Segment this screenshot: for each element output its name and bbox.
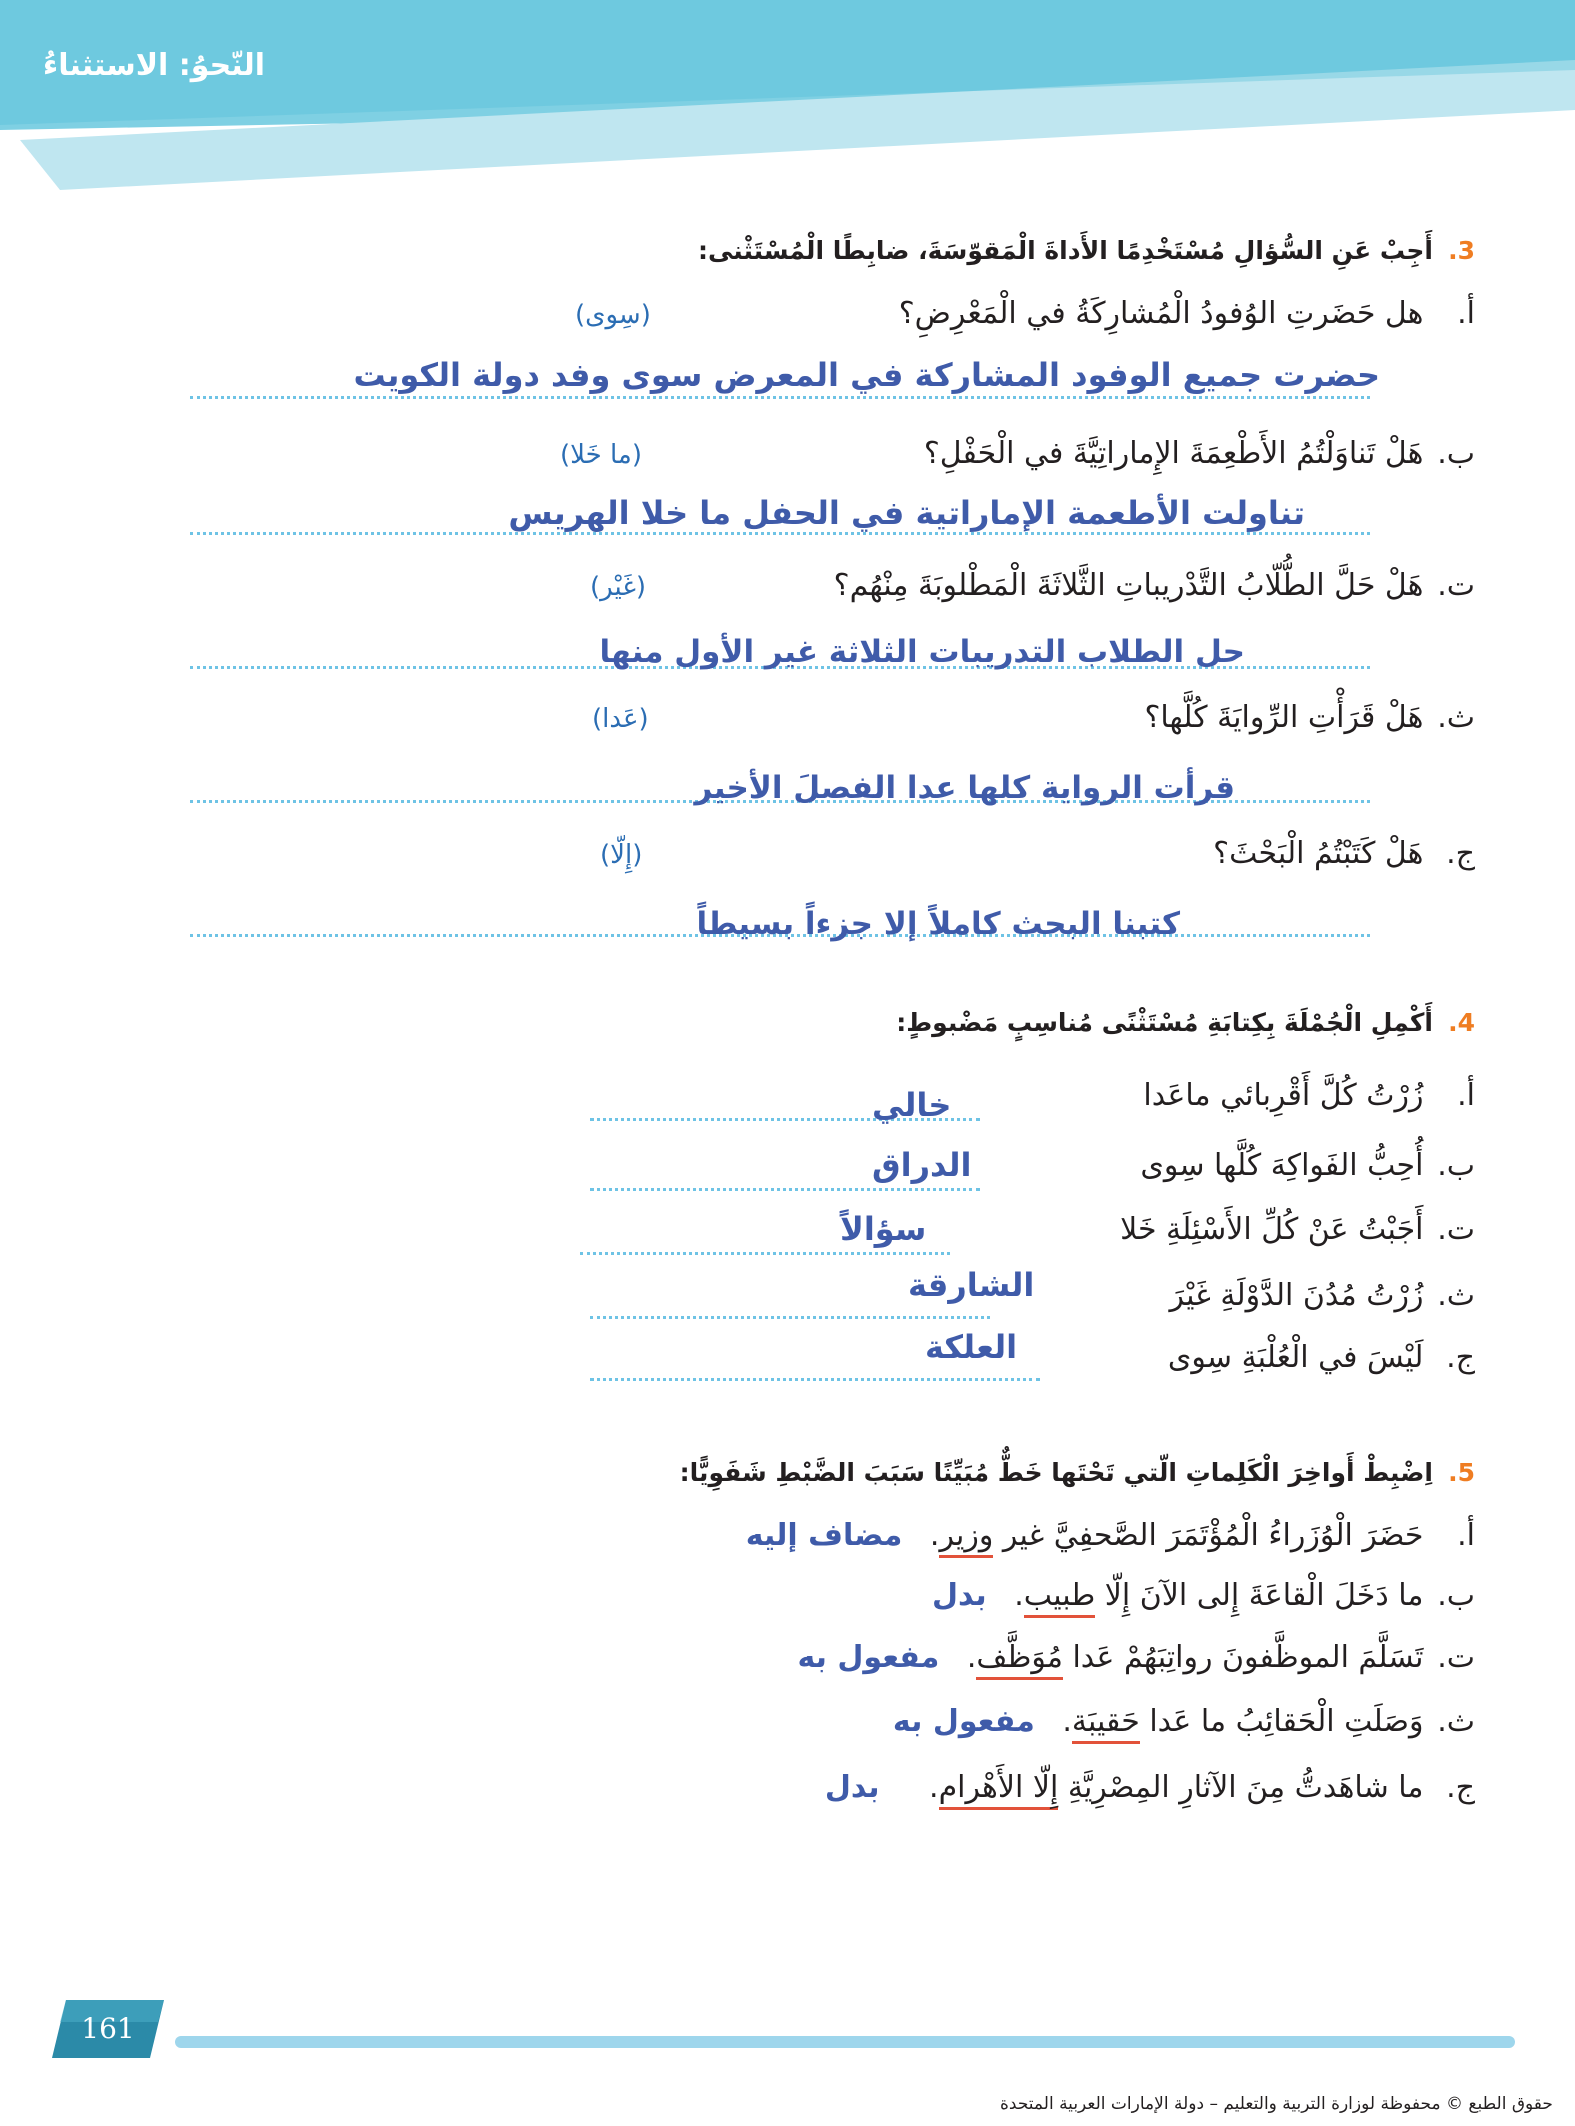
sentence-end: . <box>929 1770 939 1805</box>
handwritten-answer: الدراق <box>872 1146 972 1184</box>
exercise-question <box>1144 700 1475 735</box>
tool-hint: (ما خَلا) <box>560 440 642 470</box>
fill-blank-line <box>590 1316 990 1319</box>
section-number: 5. <box>1448 1458 1475 1487</box>
sentence-end: . <box>1062 1704 1072 1739</box>
handwritten-answer: حضرت جميع الوفود المشاركة في المعرض سوى وفد دولة الكويت <box>353 356 1380 394</box>
tool-hint: (غَيْر) <box>590 572 647 602</box>
handwritten-answer: بدل <box>824 1770 880 1805</box>
fill-blank-line <box>590 1378 1040 1381</box>
sentence-text: زُرْتُ كُلَّ أَقْرِبائي ماعَدا <box>1143 1078 1424 1113</box>
tool-hint: (عَدا) <box>592 704 649 734</box>
exercise-sentence <box>1143 1078 1475 1113</box>
handwritten-answer: مفعول به <box>797 1640 940 1675</box>
sentence-text: وَصَلَتِ الْحَقائِبُ ما عَدا <box>1149 1704 1424 1739</box>
exercise-sentence <box>1140 1148 1475 1183</box>
sentence-text: لَيْسَ في الْعُلْبَةِ سِوى <box>1167 1340 1424 1375</box>
exercise-sentence <box>893 1704 1475 1739</box>
item-label: ث. <box>1437 700 1475 735</box>
handwritten-answer: مفعول به <box>892 1704 1035 1739</box>
underlined-word: طبيب <box>1024 1578 1095 1618</box>
sentence-text: أَجَبْتُ عَنْ كُلِّ الأَسْئِلَةِ خَلا <box>1120 1212 1424 1247</box>
item-label: أ. <box>1457 1518 1475 1553</box>
section-5-heading <box>680 1458 1475 1487</box>
section-instruction: أَجِبْ عَنِ السُّؤالِ مُسْتَخْدِمًا الأَداةَ الْمَقوّسَةَ، ضابِطًا الْمُسْتَثْنى: <box>697 236 1433 265</box>
item-label: ث. <box>1437 1278 1475 1313</box>
question-text: هَلْ حَلَّ الطُّلّابُ التَّدْريباتِ الثَّلاثَةَ الْمَطْلوبَةَ مِنْهُم؟ <box>833 568 1424 603</box>
section-4-heading <box>896 1008 1475 1037</box>
handwritten-answer: تناولت الأطعمة الإماراتية في الحفل ما خلا الهريس <box>508 494 1305 532</box>
sentence-text: ما دَخَلَ الْقاعَةَ إِلى الآنَ إِلّا <box>1104 1578 1424 1613</box>
handwritten-answer: العلكة <box>925 1328 1018 1366</box>
item-label: ج. <box>1446 836 1475 871</box>
footer-bar <box>175 2036 1515 2048</box>
handwritten-answer: حل الطلاب التدريبات الثلاثة غير الأول منها <box>599 634 1245 670</box>
handwritten-answer: سؤالاً <box>840 1210 927 1248</box>
item-label: ج. <box>1446 1770 1475 1805</box>
handwritten-answer: كتبنا البحث كاملاً إلا جزءاً بسيطاً <box>696 906 1180 942</box>
tool-hint: (إِلّا) <box>600 840 643 870</box>
copyright-notice: حقوق الطبع © محفوظة لوزارة التربية والتعليم – دولة الإمارات العربية المتحدة <box>1000 2094 1553 2114</box>
section-number: 4. <box>1448 1008 1475 1037</box>
exercise-sentence <box>932 1578 1475 1613</box>
tool-hint: (سِوى) <box>575 300 651 330</box>
exercise-sentence <box>1168 1340 1475 1375</box>
underlined-word: مُوَظَّف <box>976 1640 1063 1680</box>
item-label: ب. <box>1437 1578 1475 1613</box>
sentence-text: ما شاهَدتُّ مِنَ الآثارِ المِصْرِيَّةِ <box>1067 1770 1424 1805</box>
section-instruction: أَكْمِلِ الْجُمْلَةَ بِكِتابَةِ مُسْتَثْنًى مُناسِبٍ مَضْبوطٍ: <box>896 1008 1433 1037</box>
question-text: هَلْ كَتَبْتُمُ الْبَحْثَ؟ <box>1213 836 1424 871</box>
answer-line <box>190 396 1370 399</box>
item-label: ب. <box>1437 1148 1475 1183</box>
question-text: هَلْ تَناوَلْتُمُ الأَطْعِمَةَ الإِماراتِيَّةَ في الْحَفْلِ؟ <box>923 436 1424 471</box>
sentence-text: أُحِبُّ الفَواكِهَ كُلَّها سِوى <box>1140 1148 1424 1183</box>
item-label: أ. <box>1457 296 1475 331</box>
exercise-sentence <box>797 1640 1475 1675</box>
fill-blank-line <box>580 1252 950 1255</box>
item-label: ج. <box>1446 1340 1475 1375</box>
sentence-end: . <box>929 1518 940 1553</box>
question-text: هل حَضَرتِ الوُفودُ الْمُشارِكَةُ في الْمَعْرِضِ؟ <box>898 296 1424 331</box>
item-label: ت. <box>1437 1640 1475 1675</box>
exercise-question <box>924 436 1475 471</box>
exercise-question <box>1213 836 1475 871</box>
sentence-text: حَضَرَ الْوُزَراءُ الْمُؤْتَمَرَ الصَّحفِيَّ غير <box>1002 1518 1424 1553</box>
item-label: ب. <box>1437 436 1475 471</box>
sentence-end: . <box>966 1640 977 1675</box>
exercise-sentence <box>825 1770 1475 1805</box>
exercise-question <box>899 296 1475 331</box>
sentence-text: زُرْتُ مُدُنَ الدَّوْلَةِ غَيْرَ <box>1169 1278 1424 1313</box>
handwritten-answer: بدل <box>932 1578 987 1613</box>
exercise-sentence <box>1120 1212 1475 1247</box>
page-number: 161 <box>81 2012 135 2045</box>
fill-blank-line <box>590 1188 980 1191</box>
section-3-heading <box>698 236 1475 265</box>
handwritten-answer: مضاف إليه <box>745 1518 903 1553</box>
item-label: ت. <box>1437 1212 1475 1247</box>
underlined-word: حَقيبَة <box>1072 1704 1140 1744</box>
exercise-sentence <box>1170 1278 1475 1313</box>
item-label: ت. <box>1437 568 1475 603</box>
underlined-word: إِلّا الأَهْرام <box>939 1770 1059 1810</box>
sentence-end: . <box>1014 1578 1024 1613</box>
answer-line <box>190 532 1370 535</box>
sentence-text: تَسَلَّمَ الموظَّفونَ رواتِبَهُمْ عَدا <box>1072 1640 1424 1675</box>
item-label: أ. <box>1457 1078 1475 1113</box>
header-banner <box>0 0 1575 200</box>
exercise-sentence <box>746 1518 1475 1553</box>
question-text: هَلْ قَرَأْتِ الرِّوايَةَ كُلَّها؟ <box>1144 700 1424 735</box>
item-label: ث. <box>1437 1704 1475 1739</box>
section-number: 3. <box>1448 236 1475 265</box>
page-title: النّحوُ: الاستثناءُ <box>42 48 265 83</box>
page-header <box>0 0 1575 200</box>
underlined-word: وزير <box>939 1518 993 1558</box>
exercise-question <box>834 568 1475 603</box>
handwritten-answer: خالي <box>872 1086 952 1124</box>
handwritten-answer: الشارقة <box>908 1266 1035 1304</box>
handwritten-answer: قرأت الرواية كلها عدا الفصلَ الأخير <box>694 770 1235 806</box>
section-instruction: اِضْبِطْ أَواخِرَ الْكَلِماتِ الّتي تَحْتَها خَطٌّ مُبَيِّنًا سَبَبَ الضَّبْطِ شَفَوِيًّا: <box>679 1458 1433 1487</box>
